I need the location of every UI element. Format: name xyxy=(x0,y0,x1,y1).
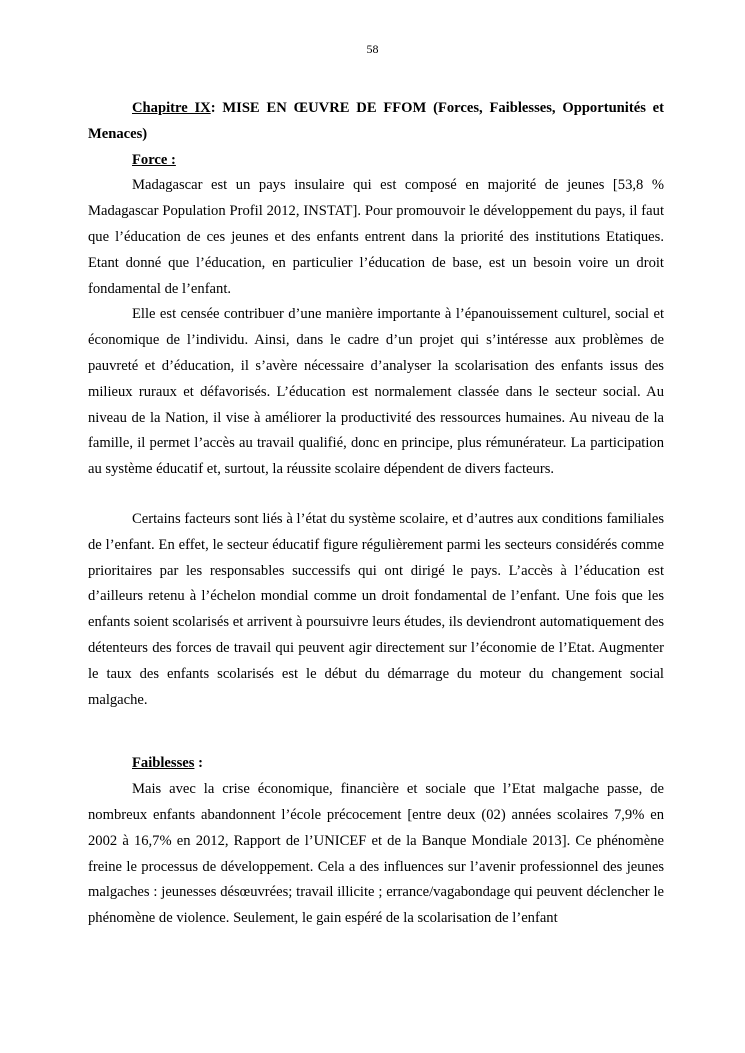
chapter-label: Chapitre IX xyxy=(132,100,211,116)
force-paragraph-3: Certains facteurs sont liés à l’état du système scolaire, et d’autres aux conditions familiales de l’enfant. En effet, le secteur éducatif figure régulièrement parmi les secteurs considérés comme prioritaires par les responsables successifs qui ont dirigé le pays. L’accès à l’éducation est d’ailleurs retenu à l’échelon mondial comme un droit fondamental de l’enfant. Une fois que les enfants soient scolarisés et arrivent à poursuivre leurs études, ils deviendront automatiquement des détenteurs des forces de travail qui peuvent agir directement sur l’économie de l’Etat. Augmenter le taux des enfants scolarisés est le début du démarrage du moteur du changement social malgache. xyxy=(88,510,664,708)
chapter-title: : MISE EN ŒUVRE DE FFOM (Forces, Faiblesses, Opportunités et Menaces) xyxy=(88,100,665,142)
faiblesses-heading: Faiblesses : xyxy=(132,755,203,772)
faiblesses-paragraph-1: Mais avec la crise économique, financière et sociale que l’Etat malgache passe, de nombreux enfants abandonnent l’école précocement [entre deux (02) années scolaires 7,9% en 2002 à 16,7% en 2012, Rapport de l’UNICEF et de la Banque Mondiale 2013]. Ce phénomène freine le processus de développement. Cela a des influences sur l’avenir professionnel des jeunes malgaches : jeunesses désœuvrées; travail illicite ; errance/vagabondage qui peuvent déclencher le phénomène de violence. Seulement, le gain espéré de la scolarisation de l’enfant xyxy=(88,781,664,927)
force-paragraph-2: Elle est censée contribuer d’une manière importante à l’épanouissement culturel, social et économique de l’individu. Ainsi, dans le cadre d’un projet qui s’intéresse aux problèmes de pauvreté et d’éducation, il s’avère nécessaire d’analyser la scolarisation des enfants issus des milieux ruraux et défavorisés. L’éducation est normalement classée dans le secteur social. Au niveau de la Nation, il vise à améliorer la productivité des ressources humaines. Au niveau de la famille, il permet l’accès au travail qualifié, donc en principe, plus rémunérateur. La participation au système éducatif et, surtout, la réussite scolaire dépendent de divers facteurs. xyxy=(88,306,664,478)
force-paragraph-1: Madagascar est un pays insulaire qui est composé en majorité de jeunes [53,8 % Madagascar Population Profil 2012, INSTAT]. Pour promouvoir le développement du pays, il faut que l’éducation de ces jeunes et des enfants entrent dans la priorité des institutions Etatiques. Etant donné que l’éducation, en particulier l’éducation de base, est un besoin voire un droit fondamental de l’enfant. xyxy=(88,177,664,297)
page-content xyxy=(88,96,664,932)
force-heading: Force : xyxy=(132,151,176,168)
page-number: 58 xyxy=(366,42,379,56)
chapter-heading xyxy=(88,96,664,148)
